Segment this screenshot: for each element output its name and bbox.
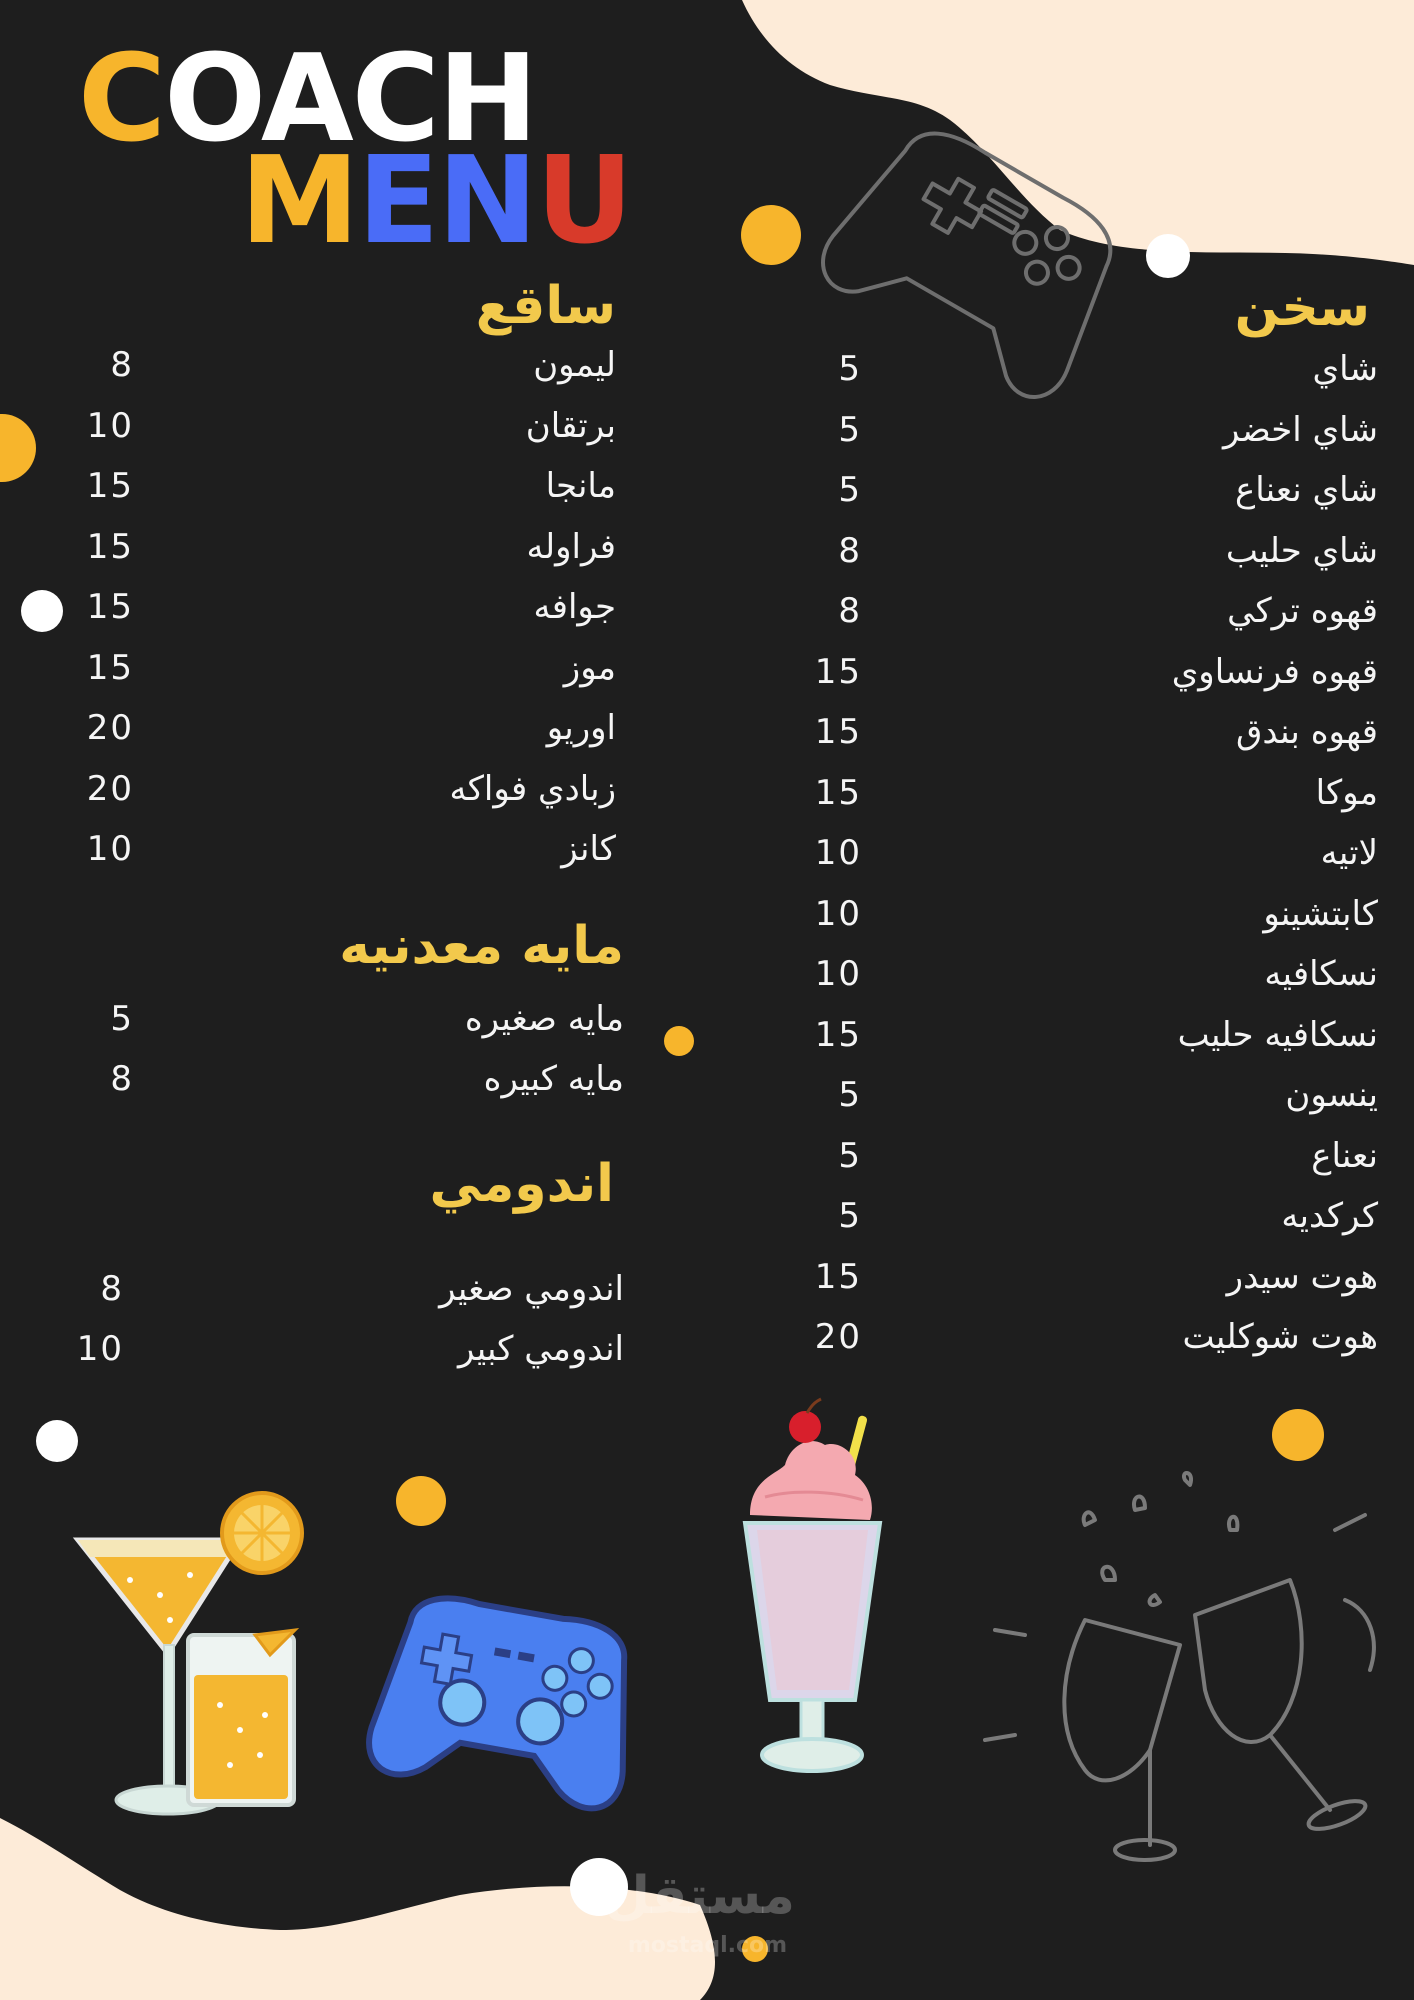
menu-item-price: 8 — [100, 1269, 124, 1309]
cold-drinks-heading: ساقع — [475, 276, 616, 336]
menu-item-name: كانز — [561, 829, 616, 869]
menu-item-price: 15 — [814, 712, 862, 752]
menu-item-price: 10 — [814, 833, 862, 873]
menu-item-name: موز — [563, 647, 616, 688]
menu-item-price: 10 — [814, 893, 862, 934]
menu-item-name: كركديه — [1281, 1196, 1378, 1236]
menu-item-name: نعناع — [1311, 1135, 1378, 1176]
menu-item-price: 5 — [838, 1196, 862, 1236]
menu-item-name: برتقان — [525, 405, 616, 446]
menu-item-price: 5 — [838, 1135, 862, 1176]
menu-item-price: 8 — [110, 345, 134, 385]
menu-item-price: 10 — [76, 1329, 124, 1369]
menu-item-price: 5 — [838, 470, 862, 510]
title-letter-u: U — [535, 132, 632, 271]
menu-item-price: 15 — [86, 526, 134, 567]
hot-drinks-heading: سخن — [1234, 278, 1370, 338]
title-letters-en: EN — [357, 132, 536, 271]
water-heading: مايه معدنيه — [339, 916, 624, 976]
title-letter-m: M — [240, 132, 358, 271]
title-menu — [240, 132, 632, 271]
menu-item-name: لاتيه — [1320, 833, 1378, 873]
game-controller-outline-icon — [820, 120, 1130, 400]
yellow-dot — [1272, 1409, 1324, 1461]
menu-item-price: 5 — [110, 999, 134, 1039]
cocktail-juice-icon — [70, 1485, 340, 1825]
menu-item-price: 15 — [86, 647, 134, 688]
menu-item-name: شاي نعناع — [1234, 470, 1378, 510]
watermark-url: mostaql.com — [627, 1933, 788, 1958]
menu-item-price: 15 — [814, 772, 862, 813]
blue-game-controller-icon — [368, 1600, 643, 1805]
yellow-dot — [664, 1026, 694, 1056]
menu-item-price: 8 — [110, 1059, 134, 1099]
menu-item-price: 20 — [814, 1317, 862, 1357]
menu-item-price: 15 — [86, 466, 134, 506]
menu-item-price: 5 — [838, 1075, 862, 1115]
menu-item-price: 20 — [86, 708, 134, 748]
menu-item-name: اندومي صغير — [439, 1269, 624, 1309]
menu-item-name: مانجا — [545, 466, 616, 506]
white-dot — [36, 1420, 78, 1462]
menu-item-price: 15 — [814, 1256, 862, 1297]
title-letter-c: C — [78, 30, 165, 169]
white-dot — [1146, 234, 1190, 278]
menu-item-name: اندومي كبير — [458, 1329, 624, 1369]
menu-item-name: هوت شوكليت — [1182, 1317, 1378, 1357]
menu-item-price: 5 — [838, 409, 862, 450]
menu-item-name: قهوه بندق — [1235, 712, 1378, 752]
menu-item-name: اوريو — [546, 708, 616, 748]
menu-item-price: 20 — [86, 768, 134, 809]
menu-item-name: قهوه فرنساوي — [1171, 651, 1378, 692]
menu-item-name: ينسون — [1285, 1075, 1378, 1115]
menu-item-name: زبادي فواكه — [449, 768, 616, 809]
menu-item-price: 15 — [86, 587, 134, 627]
cheers-glasses-outline-icon — [975, 1470, 1395, 1870]
title-word-oach: OACH — [164, 30, 537, 169]
menu-item-name: مايه صغيره — [464, 999, 624, 1039]
menu-item-price: 8 — [838, 591, 862, 631]
menu-item-price: 15 — [814, 651, 862, 692]
yellow-dot — [741, 205, 801, 265]
menu-item-name: مايه كبيره — [483, 1059, 624, 1099]
menu-item-price: 15 — [814, 1014, 862, 1055]
menu-item-name: هوت سيدر — [1226, 1256, 1378, 1297]
menu-item-name: شاي — [1312, 349, 1378, 389]
menu-item-name: نسكافيه حليب — [1177, 1014, 1378, 1055]
menu-item-name: شاي اخضر — [1223, 409, 1378, 450]
menu-item-name: فراوله — [526, 526, 616, 567]
menu-item-name: ليمون — [533, 345, 616, 385]
menu-item-price: 10 — [86, 829, 134, 869]
menu-item-name: نسكافيه — [1264, 954, 1378, 994]
milkshake-icon — [735, 1405, 890, 1795]
menu-item-name: موكا — [1315, 772, 1378, 813]
menu-item-price: 8 — [838, 530, 862, 571]
menu-item-name: جوافه — [533, 587, 616, 627]
yellow-dot — [396, 1476, 446, 1526]
menu-item-name: قهوه تركي — [1227, 591, 1378, 631]
menu-item-price: 10 — [86, 405, 134, 446]
menu-item-price: 10 — [814, 954, 862, 994]
indomie-heading: اندومي — [429, 1154, 614, 1214]
watermark-arabic: مستقل — [604, 1866, 795, 1926]
white-dot — [21, 590, 63, 632]
menu-item-name: كابتشينو — [1263, 893, 1378, 934]
menu-item-price: 5 — [838, 349, 862, 389]
menu-item-name: شاي حليب — [1225, 530, 1378, 571]
